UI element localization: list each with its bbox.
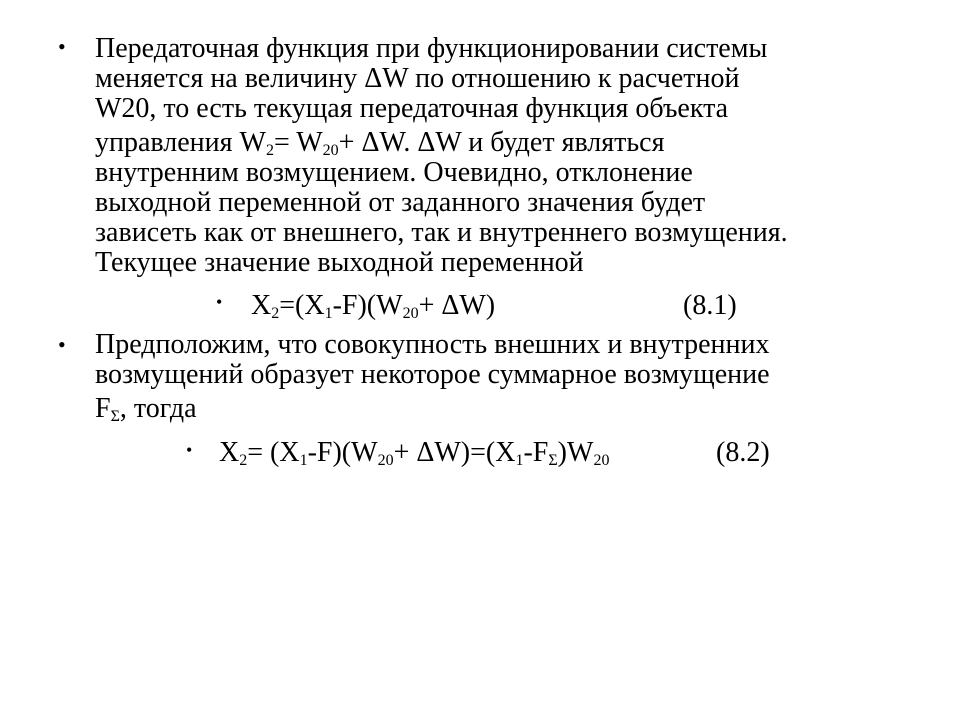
- paragraph-1-line-2: меняется на величину ΔW по отношению к расчетной: [95, 63, 740, 94]
- paragraph-1-line-8: Текущее значение выходной переменной: [95, 247, 584, 278]
- paragraph-2-line-1: Предположим, что совокупность внешних и внутренних: [95, 329, 770, 360]
- formula-2-sub: 20: [593, 452, 610, 469]
- paragraph-2-line-2: возмущений образует некоторое суммарное возмущение: [95, 359, 770, 390]
- line-4-sub-b: 20: [322, 142, 339, 159]
- formula-1-part: -F)(W: [332, 290, 403, 321]
- paragraph-1-line-5: внутренним возмущением. Очевидно, отклонение: [95, 157, 693, 188]
- formula-1-part: X: [251, 290, 272, 321]
- formula-2-sub: 2: [239, 452, 248, 469]
- formula-2-part: -F)(W: [307, 437, 378, 468]
- formula-2-sub: Σ: [548, 452, 558, 469]
- paragraph-1-line-4: [95, 128, 895, 158]
- bullet-2: •: [58, 332, 66, 357]
- paragraph-2-line-3: [95, 394, 895, 424]
- line-4-text-c: + ΔW. ΔW и будет являться: [338, 127, 665, 158]
- paragraph-1-line-1: Передаточная функция при функционировании системы: [95, 33, 768, 64]
- bullet-1: •: [58, 34, 66, 59]
- f-sigma-letter: F: [95, 393, 111, 424]
- paragraph-2-line-3-tail: , тогда: [119, 393, 197, 424]
- f-sigma-sub: Σ: [110, 408, 120, 425]
- formula-2-sub: 1: [299, 452, 308, 469]
- formula-2-part: )W: [557, 437, 594, 468]
- paragraph-1: [95, 34, 895, 278]
- equation-number-8-1: (8.1): [683, 290, 737, 321]
- formula-1-sub: 2: [271, 305, 280, 322]
- formula-2-part: = (X: [247, 437, 300, 468]
- formula-8-1: [251, 290, 495, 322]
- formula-1-sub: 1: [324, 305, 333, 322]
- formula-1-part: + ΔW): [418, 290, 496, 321]
- sub-bullet-1: •: [216, 292, 223, 312]
- paragraph-1-line-7: зависеть как от внешнего, так и внутреннего возмущения.: [95, 217, 788, 248]
- formula-2-part: X: [219, 437, 240, 468]
- sub-bullet-2: •: [186, 440, 193, 460]
- formula-8-2: [219, 437, 609, 469]
- line-4-text-b: = W: [273, 127, 323, 158]
- paragraph-2: [95, 330, 895, 424]
- formula-2-part: + ΔW)=(X: [393, 437, 516, 468]
- line-4-text-a: управления W: [95, 127, 266, 158]
- formula-2-sub: 1: [515, 452, 524, 469]
- equation-number-8-2: (8.2): [716, 437, 770, 468]
- paragraph-1-line-6: выходной переменной от заданного значения будет: [95, 187, 706, 218]
- paragraph-1-line-3: W20, то есть текущая передаточная функция объекта: [95, 93, 729, 124]
- formula-2-sub: 20: [377, 452, 394, 469]
- formula-1-sub: 20: [402, 305, 419, 322]
- formula-1-part: =(X: [279, 290, 325, 321]
- formula-2-part: -F: [523, 437, 549, 468]
- line-4-sub-a: 2: [265, 142, 274, 159]
